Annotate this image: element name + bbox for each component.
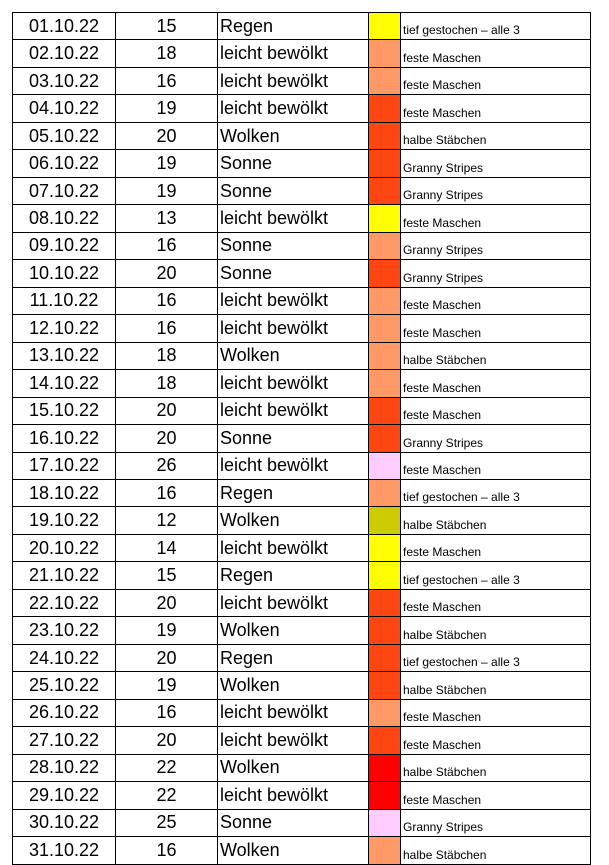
table-row — [13, 699, 591, 726]
date-cell: 23.10.22 — [13, 617, 116, 644]
temperature-cell: 19 — [116, 150, 218, 177]
temperature-cell: 18 — [116, 342, 218, 369]
stitch-pattern-cell: feste Maschen — [401, 782, 591, 809]
date-cell: 26.10.22 — [13, 699, 116, 726]
table-row — [13, 809, 591, 836]
table-row — [13, 782, 591, 809]
table-row — [13, 260, 591, 287]
date-cell: 22.10.22 — [13, 589, 116, 616]
table-row — [13, 425, 591, 452]
stitch-pattern-cell: feste Maschen — [401, 95, 591, 122]
stitch-pattern-cell: feste Maschen — [401, 589, 591, 616]
weather-cell: Sonne — [218, 232, 369, 259]
table-row — [13, 837, 591, 864]
date-cell: 24.10.22 — [13, 644, 116, 671]
temperature-cell: 26 — [116, 452, 218, 479]
weather-cell: leicht bewölkt — [218, 370, 369, 397]
date-cell: 25.10.22 — [13, 672, 116, 699]
color-swatch-cell — [369, 562, 401, 589]
date-cell: 04.10.22 — [13, 95, 116, 122]
stitch-pattern-cell: halbe Stäbchen — [401, 672, 591, 699]
weather-cell: leicht bewölkt — [218, 452, 369, 479]
color-swatch-cell — [369, 122, 401, 149]
temperature-cell: 20 — [116, 397, 218, 424]
table-row — [13, 370, 591, 397]
table-row — [13, 232, 591, 259]
weather-cell: Regen — [218, 644, 369, 671]
weather-cell: leicht bewölkt — [218, 287, 369, 314]
date-cell: 18.10.22 — [13, 479, 116, 506]
color-swatch-cell — [369, 727, 401, 754]
stitch-pattern-cell: halbe Stäbchen — [401, 342, 591, 369]
stitch-pattern-cell: Granny Stripes — [401, 425, 591, 452]
weather-cell: leicht bewölkt — [218, 727, 369, 754]
color-swatch-cell — [369, 260, 401, 287]
weather-cell: leicht bewölkt — [218, 397, 369, 424]
stitch-pattern-cell: feste Maschen — [401, 67, 591, 94]
color-swatch-cell — [369, 754, 401, 781]
date-cell: 05.10.22 — [13, 122, 116, 149]
temperature-cell: 16 — [116, 287, 218, 314]
stitch-pattern-cell: halbe Stäbchen — [401, 617, 591, 644]
stitch-pattern-cell: feste Maschen — [401, 287, 591, 314]
table-row — [13, 342, 591, 369]
stitch-pattern-cell: halbe Stäbchen — [401, 837, 591, 864]
table-row — [13, 644, 591, 671]
temperature-cell: 25 — [116, 809, 218, 836]
weather-cell: Sonne — [218, 150, 369, 177]
color-swatch-cell — [369, 809, 401, 836]
weather-cell: Wolken — [218, 507, 369, 534]
temperature-cell: 20 — [116, 122, 218, 149]
color-swatch-cell — [369, 507, 401, 534]
color-swatch-cell — [369, 397, 401, 424]
table-row — [13, 40, 591, 67]
weather-cell: Sonne — [218, 809, 369, 836]
weather-cell: leicht bewölkt — [218, 205, 369, 232]
date-cell: 16.10.22 — [13, 425, 116, 452]
color-swatch-cell — [369, 425, 401, 452]
table-row — [13, 13, 591, 40]
temperature-cell: 12 — [116, 507, 218, 534]
weather-cell: Wolken — [218, 754, 369, 781]
date-cell: 01.10.22 — [13, 13, 116, 40]
temperature-cell: 19 — [116, 672, 218, 699]
weather-crochet-table — [12, 12, 591, 865]
table-row — [13, 452, 591, 479]
temperature-cell: 16 — [116, 67, 218, 94]
color-swatch-cell — [369, 287, 401, 314]
date-cell: 20.10.22 — [13, 534, 116, 561]
color-swatch-cell — [369, 837, 401, 864]
color-swatch-cell — [369, 699, 401, 726]
temperature-cell: 14 — [116, 534, 218, 561]
table-row — [13, 95, 591, 122]
weather-cell: Regen — [218, 479, 369, 506]
table-body — [13, 13, 591, 865]
table-row — [13, 754, 591, 781]
table-row — [13, 150, 591, 177]
color-swatch-cell — [369, 232, 401, 259]
date-cell: 03.10.22 — [13, 67, 116, 94]
stitch-pattern-cell: halbe Stäbchen — [401, 754, 591, 781]
temperature-cell: 19 — [116, 95, 218, 122]
weather-cell: Regen — [218, 562, 369, 589]
color-swatch-cell — [369, 67, 401, 94]
color-swatch-cell — [369, 617, 401, 644]
temperature-cell: 13 — [116, 205, 218, 232]
date-cell: 28.10.22 — [13, 754, 116, 781]
temperature-cell: 16 — [116, 699, 218, 726]
color-swatch-cell — [369, 672, 401, 699]
date-cell: 11.10.22 — [13, 287, 116, 314]
color-swatch-cell — [369, 342, 401, 369]
stitch-pattern-cell: tief gestochen – alle 3 — [401, 479, 591, 506]
date-cell: 19.10.22 — [13, 507, 116, 534]
color-swatch-cell — [369, 40, 401, 67]
temperature-cell: 22 — [116, 754, 218, 781]
stitch-pattern-cell: feste Maschen — [401, 40, 591, 67]
color-swatch-cell — [369, 589, 401, 616]
temperature-cell: 18 — [116, 40, 218, 67]
weather-cell: leicht bewölkt — [218, 589, 369, 616]
table-row — [13, 122, 591, 149]
table-row — [13, 562, 591, 589]
stitch-pattern-cell: feste Maschen — [401, 727, 591, 754]
weather-cell: Wolken — [218, 672, 369, 699]
weather-cell: Sonne — [218, 260, 369, 287]
temperature-cell: 22 — [116, 782, 218, 809]
color-swatch-cell — [369, 479, 401, 506]
table-row — [13, 67, 591, 94]
temperature-cell: 15 — [116, 13, 218, 40]
color-swatch-cell — [369, 315, 401, 342]
color-swatch-cell — [369, 13, 401, 40]
stitch-pattern-cell: Granny Stripes — [401, 809, 591, 836]
date-cell: 08.10.22 — [13, 205, 116, 232]
date-cell: 06.10.22 — [13, 150, 116, 177]
color-swatch-cell — [369, 95, 401, 122]
temperature-cell: 15 — [116, 562, 218, 589]
temperature-cell: 20 — [116, 589, 218, 616]
table-row — [13, 589, 591, 616]
stitch-pattern-cell: feste Maschen — [401, 534, 591, 561]
stitch-pattern-cell: feste Maschen — [401, 315, 591, 342]
table-row — [13, 479, 591, 506]
stitch-pattern-cell: Granny Stripes — [401, 232, 591, 259]
color-swatch-cell — [369, 534, 401, 561]
color-swatch-cell — [369, 370, 401, 397]
date-cell: 27.10.22 — [13, 727, 116, 754]
stitch-pattern-cell: Granny Stripes — [401, 177, 591, 204]
temperature-cell: 16 — [116, 479, 218, 506]
weather-cell: Wolken — [218, 342, 369, 369]
table-row — [13, 507, 591, 534]
temperature-cell: 19 — [116, 617, 218, 644]
color-swatch-cell — [369, 452, 401, 479]
weather-cell: leicht bewölkt — [218, 534, 369, 561]
temperature-cell: 20 — [116, 727, 218, 754]
stitch-pattern-cell: feste Maschen — [401, 205, 591, 232]
table-row — [13, 177, 591, 204]
date-cell: 12.10.22 — [13, 315, 116, 342]
color-swatch-cell — [369, 782, 401, 809]
date-cell: 15.10.22 — [13, 397, 116, 424]
temperature-cell: 16 — [116, 837, 218, 864]
weather-cell: leicht bewölkt — [218, 699, 369, 726]
date-cell: 17.10.22 — [13, 452, 116, 479]
weather-cell: leicht bewölkt — [218, 67, 369, 94]
table-row — [13, 672, 591, 699]
stitch-pattern-cell: tief gestochen – alle 3 — [401, 13, 591, 40]
stitch-pattern-cell: halbe Stäbchen — [401, 507, 591, 534]
color-swatch-cell — [369, 644, 401, 671]
stitch-pattern-cell: halbe Stäbchen — [401, 122, 591, 149]
table-row — [13, 287, 591, 314]
date-cell: 31.10.22 — [13, 837, 116, 864]
temperature-cell: 18 — [116, 370, 218, 397]
temperature-cell: 20 — [116, 425, 218, 452]
temperature-cell: 20 — [116, 644, 218, 671]
date-cell: 14.10.22 — [13, 370, 116, 397]
date-cell: 10.10.22 — [13, 260, 116, 287]
weather-cell: Wolken — [218, 122, 369, 149]
stitch-pattern-cell: feste Maschen — [401, 699, 591, 726]
table-row — [13, 205, 591, 232]
stitch-pattern-cell: tief gestochen – alle 3 — [401, 644, 591, 671]
weather-cell: leicht bewölkt — [218, 315, 369, 342]
date-cell: 09.10.22 — [13, 232, 116, 259]
date-cell: 13.10.22 — [13, 342, 116, 369]
table-row — [13, 534, 591, 561]
color-swatch-cell — [369, 177, 401, 204]
stitch-pattern-cell: feste Maschen — [401, 452, 591, 479]
weather-cell: leicht bewölkt — [218, 95, 369, 122]
table-row — [13, 315, 591, 342]
weather-cell: Wolken — [218, 837, 369, 864]
weather-cell: leicht bewölkt — [218, 782, 369, 809]
weather-cell: Regen — [218, 13, 369, 40]
stitch-pattern-cell: Granny Stripes — [401, 150, 591, 177]
stitch-pattern-cell: feste Maschen — [401, 397, 591, 424]
table-row — [13, 727, 591, 754]
stitch-pattern-cell: feste Maschen — [401, 370, 591, 397]
table-row — [13, 397, 591, 424]
date-cell: 29.10.22 — [13, 782, 116, 809]
date-cell: 21.10.22 — [13, 562, 116, 589]
color-swatch-cell — [369, 150, 401, 177]
color-swatch-cell — [369, 205, 401, 232]
date-cell: 30.10.22 — [13, 809, 116, 836]
stitch-pattern-cell: tief gestochen – alle 3 — [401, 562, 591, 589]
temperature-cell: 16 — [116, 315, 218, 342]
date-cell: 07.10.22 — [13, 177, 116, 204]
weather-cell: Sonne — [218, 425, 369, 452]
stitch-pattern-cell: Granny Stripes — [401, 260, 591, 287]
temperature-cell: 20 — [116, 260, 218, 287]
temperature-cell: 19 — [116, 177, 218, 204]
temperature-cell: 16 — [116, 232, 218, 259]
weather-cell: Sonne — [218, 177, 369, 204]
weather-cell: leicht bewölkt — [218, 40, 369, 67]
table-row — [13, 617, 591, 644]
weather-cell: Wolken — [218, 617, 369, 644]
date-cell: 02.10.22 — [13, 40, 116, 67]
